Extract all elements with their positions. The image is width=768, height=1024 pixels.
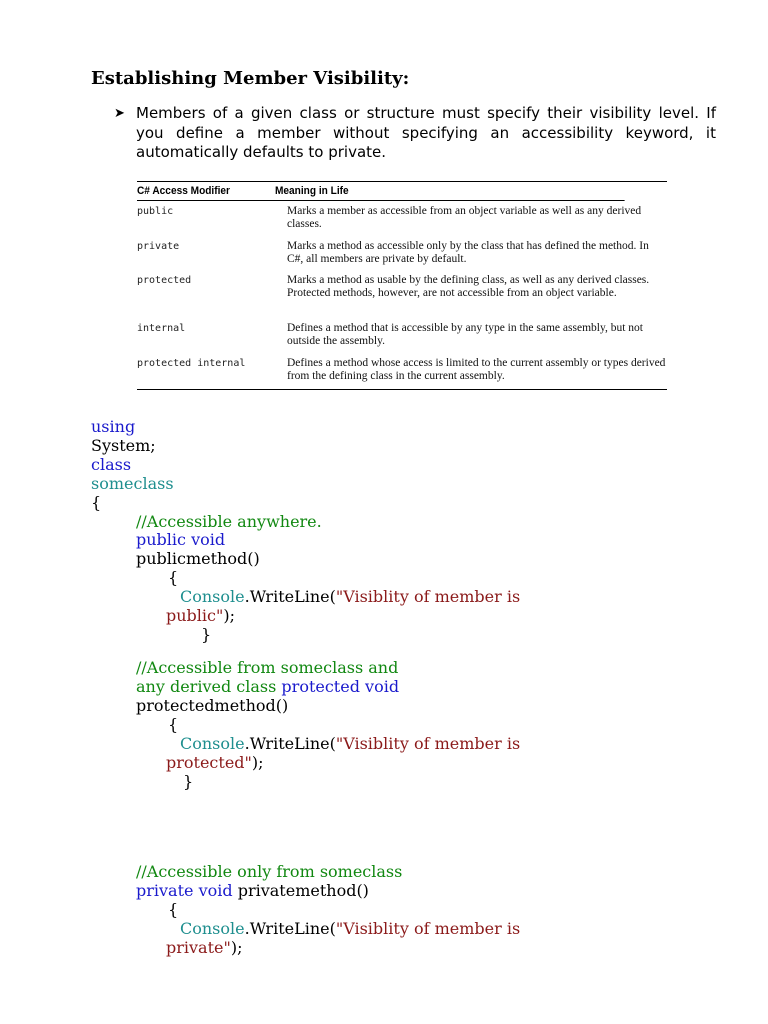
code-string: "Visiblity of member is bbox=[335, 587, 521, 606]
code-brace: } bbox=[201, 625, 212, 644]
code-line bbox=[166, 753, 264, 773]
bullet-paragraph: Members of a given class or structure must specify their visibility level. If you define a member without specifying an accessibility keyword, it automatically defaults to private. bbox=[136, 104, 716, 161]
code-line bbox=[201, 625, 211, 645]
code-string: "Visiblity of member is bbox=[335, 919, 521, 938]
code-line bbox=[136, 512, 322, 532]
code-line bbox=[136, 530, 225, 550]
section-heading: Establishing Member Visibility: bbox=[91, 68, 410, 89]
header-modifier: C# Access Modifier bbox=[137, 185, 230, 197]
code-text: publicmethod() bbox=[136, 549, 260, 568]
code-comment: any derived class bbox=[136, 677, 277, 696]
code-line bbox=[166, 938, 242, 958]
code-line bbox=[168, 900, 178, 920]
code-line bbox=[136, 549, 260, 569]
meaning-cell: Marks a method as usable by the defining class, as well as any derived classes. Protected methods, however, are not accessible from an object variable. bbox=[287, 274, 650, 299]
code-line bbox=[168, 715, 178, 735]
code-text: privatemethod() bbox=[237, 881, 369, 900]
table-row bbox=[137, 318, 667, 353]
code-line bbox=[180, 734, 520, 754]
code-line bbox=[183, 772, 193, 792]
table-header bbox=[137, 182, 625, 201]
code-keyword: void bbox=[191, 530, 226, 549]
code-text: ); bbox=[230, 938, 243, 957]
code-string: public" bbox=[166, 606, 224, 625]
code-keyword: protected bbox=[281, 677, 360, 696]
modifier-cell: protected bbox=[137, 275, 192, 286]
code-line bbox=[136, 862, 402, 882]
code-keyword: void bbox=[365, 677, 400, 696]
modifier-cell: protected internal bbox=[137, 358, 246, 369]
code-string: protected" bbox=[166, 753, 252, 772]
meaning-cell: Marks a method as accessible only by the class that has defined the method. In C#, all members are private by default. bbox=[287, 240, 649, 265]
code-brace: { bbox=[168, 900, 179, 919]
code-text: ); bbox=[223, 606, 235, 625]
code-type: someclass bbox=[91, 474, 174, 493]
header-meaning: Meaning in Life bbox=[275, 185, 349, 197]
modifier-cell: public bbox=[137, 206, 174, 217]
code-brace: { bbox=[168, 715, 179, 734]
code-line bbox=[166, 606, 235, 626]
code-text: .WriteLine( bbox=[244, 587, 336, 606]
code-line bbox=[91, 436, 156, 456]
code-comment: //Accessible anywhere. bbox=[136, 512, 322, 531]
code-type: Console bbox=[180, 919, 245, 938]
code-string: private" bbox=[166, 938, 231, 957]
code-string: "Visiblity of member is bbox=[335, 734, 521, 753]
code-line bbox=[91, 474, 174, 494]
code-brace: { bbox=[91, 493, 102, 512]
meaning-cell: Marks a member as accessible from an object variable as well as any derived classes. bbox=[287, 205, 642, 230]
code-text: .WriteLine( bbox=[244, 734, 336, 753]
code-keyword: class bbox=[91, 455, 132, 474]
modifier-cell: internal bbox=[137, 323, 186, 334]
table-row bbox=[137, 270, 667, 318]
code-line bbox=[136, 658, 398, 678]
code-line bbox=[136, 696, 288, 716]
code-brace: } bbox=[183, 772, 194, 791]
code-line bbox=[136, 881, 369, 901]
code-keyword: void bbox=[198, 881, 233, 900]
access-modifier-table bbox=[137, 181, 667, 390]
code-keyword: using bbox=[91, 417, 136, 436]
code-type: Console bbox=[180, 587, 245, 606]
meaning-cell: Defines a method that is accessible by any type in the same assembly, but not outside the assembly. bbox=[287, 322, 643, 347]
table-row bbox=[137, 201, 667, 236]
code-line bbox=[91, 493, 101, 513]
code-comment: //Accessible only from someclass bbox=[136, 862, 403, 881]
code-line bbox=[180, 919, 520, 939]
modifier-cell: private bbox=[137, 241, 180, 252]
code-brace: { bbox=[168, 568, 179, 587]
code-text: ); bbox=[251, 753, 264, 772]
code-line bbox=[168, 568, 178, 588]
code-keyword: private bbox=[136, 881, 194, 900]
code-type: Console bbox=[180, 734, 245, 753]
code-line bbox=[180, 587, 520, 607]
code-comment: //Accessible from someclass and bbox=[136, 658, 399, 677]
code-keyword: public bbox=[136, 530, 186, 549]
arrow-bullet-icon: ➤ bbox=[114, 106, 125, 121]
code-line bbox=[91, 455, 131, 475]
meaning-cell: Defines a method whose access is limited to the current assembly or types derived from the defining class in the current assembly. bbox=[287, 357, 666, 382]
table-row bbox=[137, 236, 667, 270]
code-text: System; bbox=[91, 436, 156, 455]
table-row bbox=[137, 353, 667, 389]
code-text: .WriteLine( bbox=[244, 919, 336, 938]
code-text: protectedmethod() bbox=[136, 696, 289, 715]
code-line bbox=[91, 417, 135, 437]
code-line bbox=[136, 677, 399, 697]
